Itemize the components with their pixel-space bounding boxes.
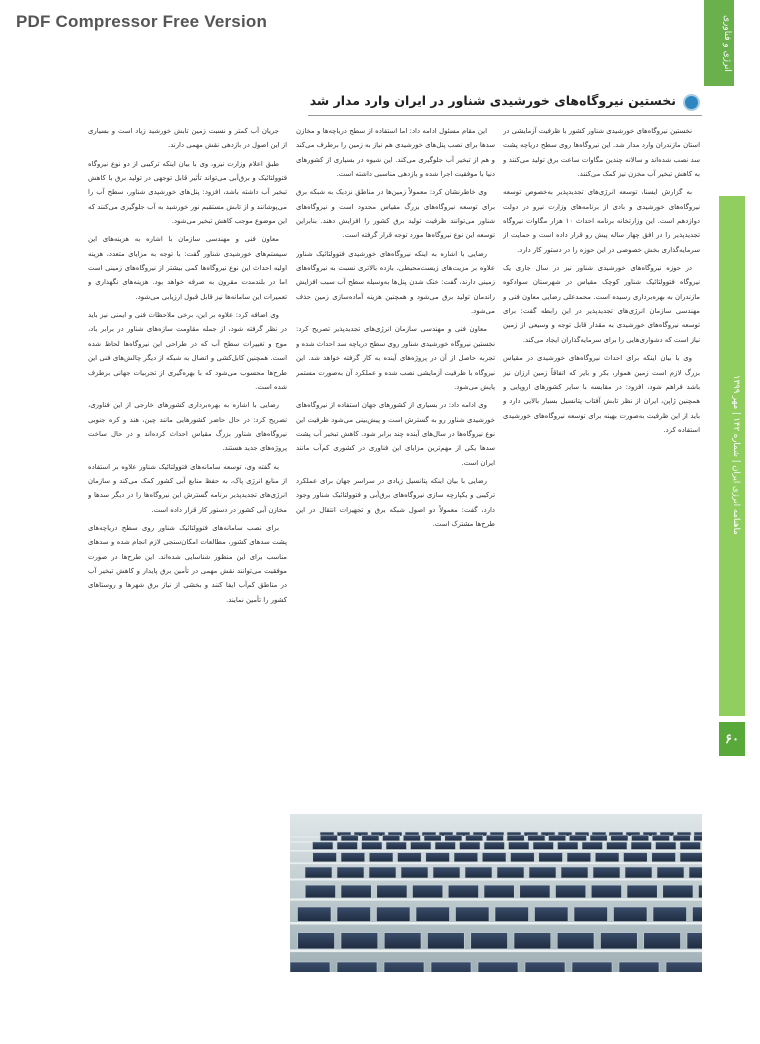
floating-solar-photo: [290, 814, 702, 972]
solar-panel: [431, 962, 471, 972]
solar-panel: [337, 962, 377, 972]
solar-panel: [525, 962, 565, 972]
solar-panel: [471, 933, 508, 949]
solar-panel: [337, 842, 358, 850]
title-divider: [308, 115, 702, 116]
solar-panel: [435, 842, 456, 850]
solar-panel: [478, 962, 518, 972]
solar-panel: [290, 962, 330, 972]
solar-panel: [384, 962, 424, 972]
paragraph: برای نصب سامانه‌های فتوولتائیک شناور روی سطح دریاچه‌های پشت سدهای کشور، مطالعات امکان‌سنجی لازم انجام شده و سدهای مناسب برای این منظور شناسایی شده‌اند. این طرح‌ها در صورت موفقیت می‌توانند نقش مهمی در تأمین برق پایدار و کاهش تبخیر آب در مناطق کم‌آب ایفا کنند و بخشی از نیاز برق شهرها و روستاهای کشور را تأمین نمایند.: [88, 523, 287, 604]
solar-panel: [369, 853, 393, 862]
paragraph: به گفته وی، توسعه سامانه‌های فتوولتائیک شناور علاوه بر استفاده از منابع انرژی پاک، به حفظ منابع آبی کشور کمک می‌کند و سازمان انرژی‌های تجدیدپذیر برنامه گسترش این نیروگاه‌ها را در دیگر سدها و مخازن آبی کشور در دستور کار قرار داده است.: [88, 462, 287, 514]
solar-panel: [377, 885, 407, 898]
paragraph: رضایی با بیان اینکه پتانسیل زیادی در سراسر جهان برای عملکرد ترکیبی و یکپارچه سازی نیروگاه‌های برق‌آبی و فتوولتائیک شناور وجود دارد، گفت: معمولاً دو اصول شبکه برق و تجهیزات انتقال در این طرح‌ها مشترک است.: [296, 476, 495, 528]
solar-panel: [574, 907, 608, 922]
solar-panel: [680, 853, 702, 862]
solar-panel: [511, 853, 535, 862]
solar-panel: [644, 933, 681, 949]
solar-panel: [611, 835, 628, 841]
solar-panel: [497, 867, 524, 878]
solar-panel: [631, 842, 652, 850]
solar-panel: [590, 835, 607, 841]
page-number: ۶۰: [719, 722, 745, 756]
solar-panel: [656, 842, 677, 850]
solar-panel: [337, 907, 371, 922]
solar-panel: [428, 933, 465, 949]
solar-panel: [403, 835, 420, 841]
solar-panel: [298, 933, 335, 949]
solar-panel: [595, 853, 619, 862]
solar-panel: [572, 962, 612, 972]
float-walkway: [290, 850, 702, 852]
float-walkway: [290, 949, 702, 952]
solar-panel: [509, 842, 530, 850]
side-strip-label: ماهنامه انرژی ایران | شماره ۱۴۲ | مهر ۱۳۹۹: [731, 375, 741, 535]
solar-panel: [433, 867, 460, 878]
solar-panel: [411, 842, 432, 850]
paragraph: این مقام مسئول ادامه داد: اما استفاده از سطح دریاچه‌ها و مخازن سدها برای نصب پنل‌های خورشیدی هم نیاز به زمین را برطرف می‌کند و هم از تبخیر آب جلوگیری می‌کند. این شیوه در بسیاری از کشورهای دنیا با موفقیت اجرا شده و بازدهی مناسبی داشته است.: [296, 127, 495, 179]
paragraph: وی با بیان اینکه برای احداث نیروگاه‌های خورشیدی در مقیاس بزرگ لازم است زمین هموار، بکر و بایر که اتفاقاً زمین ارزان نیز باشد فراهم شود، افزود: در مقایسه با سایر کشورهای اروپایی و همچنین ژاپن، ایران از نظر تابش آفتاب پتانسیل بسیار بالایی دارد و باید از این ظرفیت به‌صورت بهینه برای توسعه نیروگاه‌های خورشیدی استفاده کرد.: [503, 354, 700, 434]
solar-panel: [398, 853, 422, 862]
solar-panel: [341, 933, 378, 949]
solar-panel: [369, 867, 396, 878]
solar-panel: [416, 907, 450, 922]
paragraph: جریان آب کمتر و نسبت زمین تابش خورشید زیاد است و بسیاری از این اصول در بازدهی نقش مهمی دارند.: [88, 127, 287, 150]
solar-panel: [539, 853, 563, 862]
solar-panel: [694, 835, 702, 841]
solar-panel: [607, 842, 628, 850]
solar-panel: [484, 885, 514, 898]
solar-panel: [569, 835, 586, 841]
solar-panel: [320, 835, 337, 841]
solar-panel: [652, 835, 669, 841]
solar-panel: [426, 853, 450, 862]
solar-panel: [377, 907, 411, 922]
solar-panel: [653, 907, 687, 922]
solar-panel: [341, 853, 365, 862]
solar-panel: [413, 885, 443, 898]
article-title: نخستین نیروگاه‌های خورشیدی شناور در ایران وارد مدار شد: [309, 93, 676, 108]
solar-panel: [305, 867, 332, 878]
float-walkway: [290, 898, 702, 900]
solar-panel: [507, 835, 524, 841]
solar-panel: [445, 835, 462, 841]
section-tab-label: انرژی و فناوری: [722, 14, 732, 72]
solar-panel: [401, 867, 428, 878]
solar-panel: [666, 962, 702, 972]
solar-panel: [619, 962, 659, 972]
solar-panel: [627, 885, 657, 898]
solar-panel: [567, 853, 591, 862]
solar-panel: [693, 907, 703, 922]
solar-panel: [556, 885, 586, 898]
solar-panel: [673, 835, 690, 841]
section-tab: [704, 0, 734, 86]
solar-panel: [652, 853, 676, 862]
solar-panel: [601, 933, 638, 949]
solar-panel: [495, 907, 529, 922]
solar-panel: [657, 867, 684, 878]
title-bullet-icon: [683, 94, 700, 111]
solar-panel: [305, 885, 335, 898]
solar-panel: [337, 867, 364, 878]
solar-panel: [313, 853, 337, 862]
solar-panel: [486, 835, 503, 841]
solar-panel: [383, 835, 400, 841]
solar-panel: [557, 933, 594, 949]
float-walkway: [290, 862, 702, 864]
solar-panel: [482, 853, 506, 862]
article-column-3: [88, 124, 287, 966]
solar-panel: [514, 933, 551, 949]
solar-panel: [484, 842, 505, 850]
watermark: PDF Compressor Free Version: [16, 12, 268, 31]
paragraph: وی ادامه داد: در بسیاری از کشورهای جهان استفاده از نیروگاه‌های خورشیدی شناور رو به گسترش است و پیش‌بینی می‌شود ظرفیت این نوع نیروگاه‌ها در سال‌های آینده چند برابر شود. کاهش تبخیر آب پشت سدها یکی از مهم‌ترین مزایای این فناوری در کشوری کم‌آب مانند ایران است.: [296, 401, 495, 467]
solar-panel: [591, 885, 621, 898]
paragraph: معاون فنی و مهندسی سازمان با اشاره به هزینه‌های این سیستم‌های خورشیدی شناور گفت: با توجه به مزایای متعدد، هزینه اولیه احداث این نوع نیروگاه‌ها کمی بیشتر از نیروگاه‌های زمینی است اما در بلندمدت مقرون به صرفه خواهد بود. هزینه‌های نگهداری و تعمیرات این سامانه‌ها نیز قابل قبول ارزیابی می‌شود.: [88, 235, 287, 301]
solar-panel: [460, 842, 481, 850]
solar-panel: [456, 907, 490, 922]
float-walkway: [290, 922, 702, 925]
solar-panel: [454, 853, 478, 862]
side-strip: [719, 196, 745, 716]
solar-panel: [663, 885, 693, 898]
solar-panel: [558, 842, 579, 850]
float-walkway: [290, 879, 702, 881]
paragraph: نخستین نیروگاه‌های خورشیدی شناور کشور با ظرفیت آزمایشی در استان مازندران وارد مدار شد. این نیروگاه‌ها روی سطح دریاچه پشت سد نصب شده‌اند و سالانه چندین مگاوات ساعت برق تولید می‌کنند و به کاهش تبخیر آب مخزن نیز کمک می‌کنند.: [503, 127, 700, 179]
solar-panel: [561, 867, 588, 878]
solar-panel: [529, 867, 556, 878]
solar-panel: [593, 867, 620, 878]
solar-panel: [466, 835, 483, 841]
solar-panel: [520, 885, 550, 898]
solar-panel: [465, 867, 492, 878]
solar-panel: [386, 842, 407, 850]
solar-panel: [362, 842, 383, 850]
solar-panel: [535, 907, 569, 922]
solar-panel: [614, 907, 648, 922]
paragraph: رضایی با اشاره به بهره‌برداری کشورهای خارجی از این فناوری، تصریح کرد: در حال حاضر کشورهایی مانند چین، هند و کره جنوبی نیروگاه‌های شناور بزرگ مقیاس احداث کرده‌اند و در حال ساخت پروژه‌های جدید هستند.: [88, 401, 287, 453]
solar-panel: [687, 933, 702, 949]
solar-panel: [689, 867, 702, 878]
paragraph: وی خاطرنشان کرد: معمولاً زمین‌ها در مناطق نزدیک به شبکه برق برای توسعه نیروگاه‌های بزرگ مقیاس محدود است و نیروگاه‌های شناور می‌توانند ظرفیت تولید برق کشور را افزایش دهند. بنابراین توسعه این نوع نیروگاه‌ها مورد توجه قرار گرفته است.: [296, 188, 495, 240]
solar-panel: [549, 835, 566, 841]
solar-panel: [680, 842, 701, 850]
paragraph: طبق اعلام وزارت نیرو، وی با بیان اینکه ترکیبی از دو نوع نیروگاه فتوولتائیک و برق‌آبی می‌تواند تأثیر قابل توجهی در تولید برق با کاهش تبخیر آب داشته باشد، افزود: پنل‌های خورشیدی شناور، سطح آب را می‌پوشانند و از تابش مستقیم نور خورشید به آب جلوگیری می‌کنند که این موضوع موجب کاهش تبخیر می‌شود.: [88, 159, 287, 226]
article-column-2: [296, 124, 495, 810]
solar-panel: [362, 835, 379, 841]
solar-panel: [624, 853, 648, 862]
paragraph: وی اضافه کرد: علاوه بر این، برخی ملاحظات فنی و ایمنی نیز باید در نظر گرفته شود، از جمله مقاومت سازه‌های شناور در برابر باد، موج و تغییرات سطح آب که در طراحی این نیروگاه‌ها لحاظ شده است. همچنین کابل‌کشی و اتصال به شبکه از دیگر چالش‌های فنی این طرح‌ها محسوب می‌شود که با بهره‌گیری از تجربیات جهانی برطرف شده است.: [88, 311, 287, 391]
solar-panel: [533, 842, 554, 850]
paragraph: در حوزه نیروگاه‌های خورشیدی شناور نیز در سال جاری یک نیروگاه فتوولتائیک شناور کوچک مقیاس در شهرستان سوادکوه مازندران به بهره‌برداری رسیده است. محمدعلی رضایی معاون فنی و مهندسی سازمان انرژی‌های تجدیدپذیر در این رابطه گفت: برای توسعه نیروگاه‌های خورشیدی به مقدار قابل توجه و وسیعی از زمین نیاز است که دشواری‌هایی را برای سرمایه‌گذاران ایجاد می‌کند.: [503, 264, 700, 344]
solar-panel: [341, 885, 371, 898]
solar-panel: [384, 933, 421, 949]
solar-panel: [424, 835, 441, 841]
solar-panel: [625, 867, 652, 878]
article-header: [308, 92, 700, 114]
solar-panel: [313, 842, 334, 850]
solar-panel: [632, 835, 649, 841]
article-column-1: [503, 124, 700, 674]
paragraph: رضایی با اشاره به اینکه نیروگاه‌های خورشیدی فتوولتائیک شناور علاوه بر مزیت‌های زیست‌محیطی، بازده بالاتری نسبت به نیروگاه‌های زمینی دارند، گفت: خنک شدن پنل‌ها به‌وسیله سطح آب سبب افزایش راندمان تولید برق می‌شود و همچنین هزینه آماده‌سازی زمین حذف می‌شود.: [296, 249, 495, 316]
solar-panel: [699, 885, 703, 898]
solar-panel: [528, 835, 545, 841]
paragraph: به گزارش ایسنا، توسعه انرژی‌های تجدیدپذیر به‌خصوص توسعه نیروگاه‌های خورشیدی و بادی از برنامه‌های وزارت نیرو در دولت دوازدهم است. این وزارتخانه برنامه احداث ۱۰ هزار مگاوات نیروگاه تجدیدپذیر را در افق چهار ساله پیش رو قرار داده است و حمایت از سرمایه‌گذاری بخش خصوصی در این حوزه را در دستور کار دارد.: [503, 188, 700, 254]
solar-panel: [341, 835, 358, 841]
solar-panel: [298, 907, 332, 922]
paragraph: معاون فنی و مهندسی سازمان انرژی‌های تجدیدپذیر تصریح کرد: نخستین نیروگاه خورشیدی شناور روی سطح دریاچه سد احداث شده و تجربه حاصل از آن در پروژه‌های آینده به کار گرفته خواهد شد. این نیروگاه با ظرفیت آزمایشی نصب شده و عملکرد آن به‌صورت مستمر پایش می‌شود.: [296, 325, 495, 391]
solar-panel: [448, 885, 478, 898]
solar-panel: [582, 842, 603, 850]
